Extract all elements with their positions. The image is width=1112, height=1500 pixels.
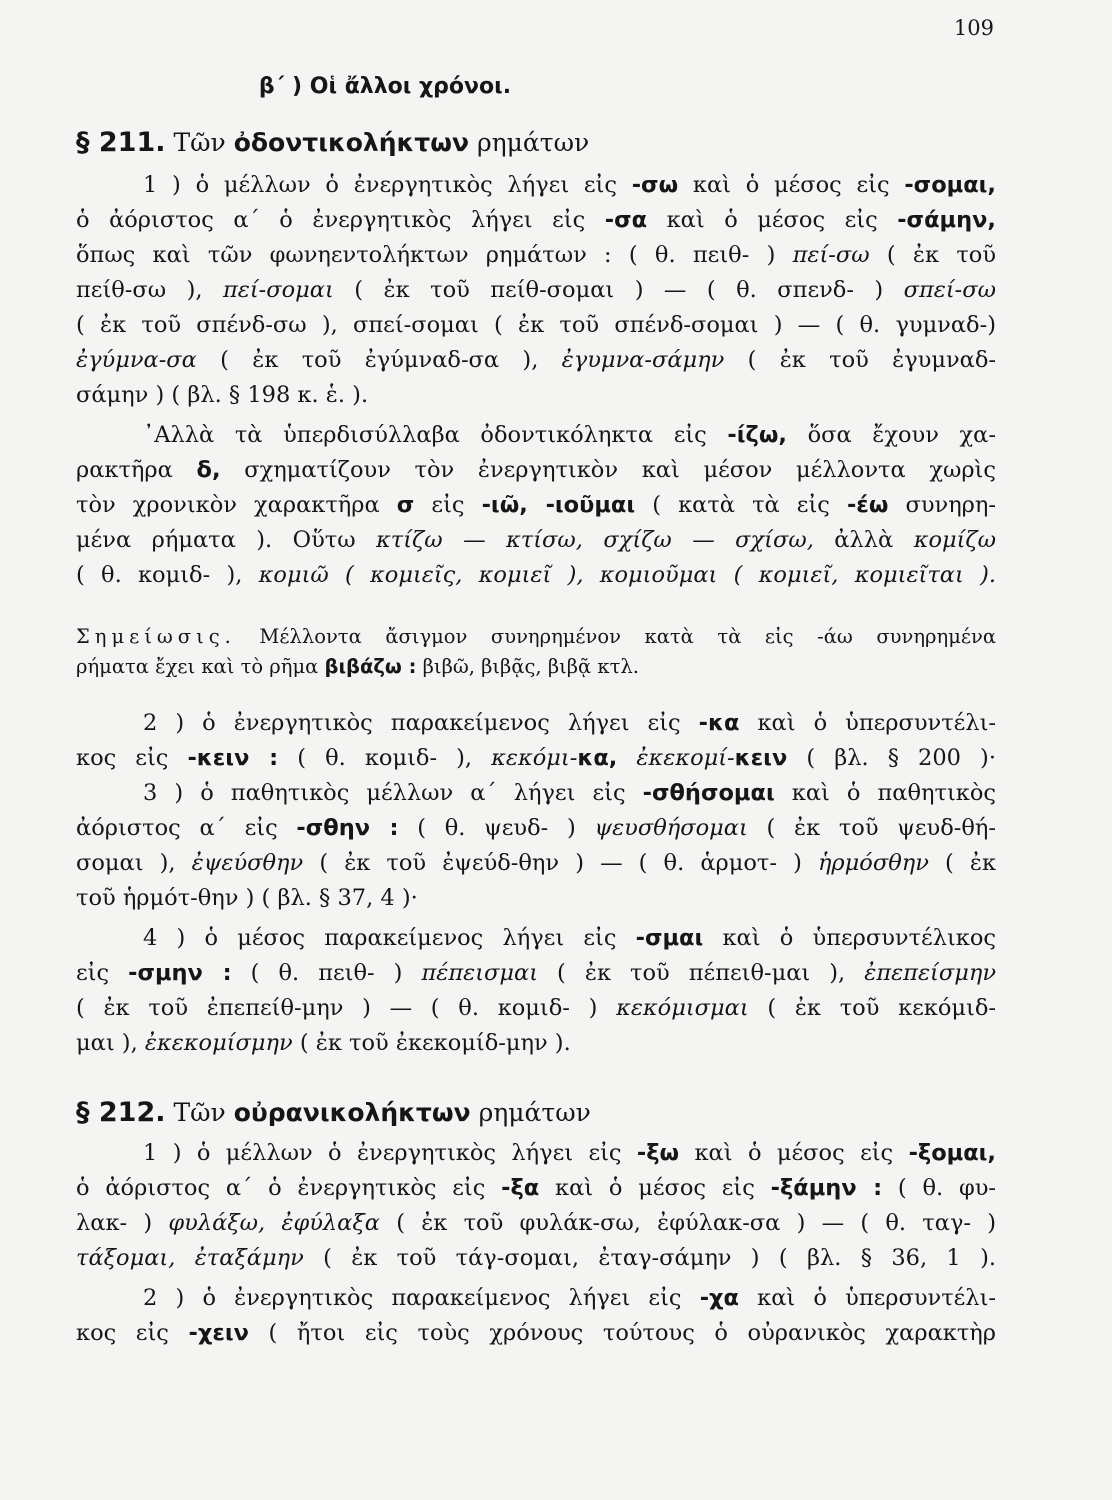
text-run: ( ἐκ τοῦ ψευδ-θή- <box>747 815 996 841</box>
italic-form: κτίζω — κτίσω, σχίζω — σχίσω, <box>376 527 814 553</box>
italic-form: σπεί-σω <box>903 277 996 303</box>
bold-term: -ξα <box>501 1175 540 1201</box>
italic-form: ἐκεκομίσμην <box>144 1030 293 1056</box>
text-line <box>143 1283 996 1313</box>
text-line <box>76 958 996 988</box>
text-run: ὅπως καὶ τῶν φωνηεντολήκτων ρημάτων : ( θ. πειθ- ) <box>76 242 793 268</box>
bold-term: -σμην : <box>128 960 232 986</box>
text-run: σχηματίζουν τὸν ἐνεργητικὸν καὶ μέσον μέλλοντα χωρὶς <box>220 457 996 483</box>
text-run: ( θ. κομιδ- ), <box>278 745 492 771</box>
text-run: ( ἐκ τοῦ ἐκεκομίδ-μην ). <box>292 1030 571 1056</box>
text-run: ἀόριστος α΄ εἰς <box>76 815 297 841</box>
italic-form: ψευσθήσομαι <box>594 815 748 841</box>
text-run: ( βλ. § 200 )· <box>787 745 996 771</box>
italic-form: κομίζω <box>913 527 996 553</box>
text-run: συνηρη- <box>888 492 996 518</box>
text-run: ( ἐκ τοῦ πείθ-σομαι ) — ( θ. σπενδ- ) <box>333 277 904 303</box>
bold-term: -χειν <box>188 1320 249 1346</box>
text-line <box>76 1243 996 1273</box>
text-run: ὅσα ἔχουν χα- <box>786 422 996 448</box>
italic-form: κομιῶ ( κομιεῖς, κομιεῖ ), κομιοῦμαι ( κομιεῖ, κομιεῖται ). <box>258 562 996 588</box>
text-run: ( θ. φυ- <box>882 1175 996 1201</box>
chapter-subheading: β΄ ) Οἱ ἄλλοι χρόνοι. <box>258 74 512 99</box>
title-post: ρημάτων <box>478 1098 591 1127</box>
text-run: ( ἐκ τοῦ ἐγυμναδ- <box>724 347 996 373</box>
text-line <box>76 883 996 913</box>
bold-term: κα, <box>577 745 618 771</box>
text-run: ( θ. πειθ- ) <box>231 960 422 986</box>
italic-form: πεί-σομαι <box>222 277 334 303</box>
text-run: 3 ) ὁ παθητικὸς μέλλων α΄ λήγει εἰς <box>143 780 643 806</box>
text-run: λακ- ) <box>76 1210 169 1236</box>
text-run: καὶ ὁ ὑπερσυντέλικος <box>703 925 996 951</box>
text-line <box>76 743 996 773</box>
text-run: ( ἐκ τοῦ ἐγύμναδ-σα ), <box>196 347 562 373</box>
text-run: ( ἐκ τοῦ πέπειθ-μαι ), <box>538 960 865 986</box>
text-line <box>76 490 996 520</box>
text-run: ρακτῆρα <box>76 457 197 483</box>
text-run: ( θ. κομιδ- ), <box>76 562 259 588</box>
text-run: καὶ ὁ μέσος εἰς <box>647 207 898 233</box>
note-label: Σημείωσις. <box>76 625 236 648</box>
text-line <box>76 455 996 485</box>
text-line <box>76 310 996 340</box>
bold-term: -σθην : <box>296 815 399 841</box>
text-run: ( ἤτοι εἰς τοὺς χρόνους τούτους ὁ οὐρανικὸς χαρακτὴρ <box>248 1320 996 1346</box>
bold-term: -ξω <box>636 1140 680 1166</box>
text-run: ὁ ἀόριστος α΄ ὁ ἐνεργητικὸς λήγει εἰς <box>76 207 605 233</box>
bold-term: βιβάζω : <box>324 655 417 678</box>
text-run: ( ἐκ τοῦ ἐψεύδ-θην ) — ( θ. ἁρμοτ- ) <box>303 850 818 876</box>
text-line <box>76 1173 996 1203</box>
text-run: 2 ) ὁ ἐνεργητικὸς παρακείμενος λήγει εἰς <box>143 710 699 736</box>
text-line <box>76 813 996 843</box>
title-pre: Τῶν <box>173 1098 226 1127</box>
text-run: τὸν χρονικὸν χαρακτῆρα <box>76 492 397 518</box>
text-run: καὶ ὁ μέσος εἰς <box>678 172 905 198</box>
text-line <box>76 240 996 270</box>
text-line <box>76 560 996 590</box>
bold-term: -έω <box>846 492 889 518</box>
section-211-title <box>76 128 996 158</box>
italic-form: ἐκεκομί- <box>636 745 735 771</box>
text-run: καὶ ὁ ὑπερσυντέλι- <box>739 1285 996 1311</box>
italic-form: ἐγυμνα-σάμην <box>561 347 725 373</box>
title-bold: οὐρανικολήκτων <box>233 1098 471 1127</box>
text-run: ( θ. ψευδ- ) <box>398 815 595 841</box>
text-run: ( ἐκ τοῦ κεκόμιδ- <box>748 995 996 1021</box>
text-line <box>76 345 996 375</box>
bold-term: δ, <box>196 457 221 483</box>
text-run: ( ἐκ τοῦ τάγ-σομαι, ἐταγ-σάμην ) ( βλ. § 36, 1 ). <box>303 1245 996 1271</box>
bold-term: κειν <box>734 745 788 771</box>
text-line <box>76 1208 996 1238</box>
italic-form: ἡρμόσθην <box>817 850 929 876</box>
section-mark: § 211. <box>76 127 166 158</box>
text-run <box>617 745 636 771</box>
bold-term: -ιῶ, -ιοῦμαι <box>481 492 636 518</box>
text-run: σάμην ) ( βλ. § 198 κ. ἑ. ). <box>76 382 369 408</box>
title-post: ρημάτων <box>476 128 590 157</box>
page-number: 109 <box>953 16 994 40</box>
text-run: εἰς <box>76 960 129 986</box>
text-run: ( ἐκ τοῦ φυλάκ-σω, ἐφύλακ-σα ) — ( θ. ταγ- ) <box>379 1210 997 1236</box>
text-line <box>76 1028 996 1058</box>
text-line <box>143 420 996 450</box>
italic-form: ἐπεπείσμην <box>864 960 997 986</box>
text-line <box>76 275 996 305</box>
bold-term: -σάμην, <box>897 207 996 233</box>
text-run: σομαι ), <box>76 850 192 876</box>
text-run: ( ἐκ <box>928 850 997 876</box>
bold-term: σ <box>396 492 415 518</box>
text-run: ( κατὰ τὰ εἰς <box>635 492 847 518</box>
text-run: ( ἐκ τοῦ σπένδ-σω ), σπεί-σομαι ( ἐκ τοῦ σπένδ-σομαι ) — ( θ. γυμναδ-) <box>76 312 996 338</box>
bold-term: -σθήσομαι <box>642 780 775 806</box>
text-run: 1 ) ὁ μέλλων ὁ ἐνεργητικὸς λήγει εἰς <box>143 1140 637 1166</box>
text-line <box>143 170 996 200</box>
text-line <box>143 923 996 953</box>
italic-form: πέπεισμαι <box>421 960 539 986</box>
text-run: ᾿Αλλὰ τὰ ὑπερδισύλλαβα ὀδοντικόληκτα εἰς <box>143 422 728 448</box>
italic-form: ἐψεύσθην <box>191 850 304 876</box>
bold-term: -ίζω, <box>727 422 787 448</box>
bold-term: -σομαι, <box>904 172 996 198</box>
text-run: καὶ ὁ παθητικὸς <box>774 780 997 806</box>
bold-term: -σω <box>631 172 679 198</box>
bold-term: -κα <box>698 710 740 736</box>
title-pre: Τῶν <box>173 128 226 157</box>
bold-term: -ξάμην : <box>770 1175 883 1201</box>
text-line <box>76 848 996 878</box>
text-line <box>143 1138 996 1168</box>
section-mark: § 212. <box>76 1097 166 1128</box>
title-bold: ὀδοντικολήκτων <box>233 128 469 157</box>
italic-form: πεί-σω <box>792 242 870 268</box>
text-run: κος εἰς <box>76 1320 189 1346</box>
bold-term: -σα <box>604 207 648 233</box>
text-line <box>76 380 996 410</box>
text-run: Μέλλοντα ἄσιγμον συνηρημένον κατὰ τὰ εἰς -άω συνηρημένα <box>235 625 996 648</box>
text-line <box>143 778 996 808</box>
bold-term: -ξομαι, <box>908 1140 996 1166</box>
text-run: 2 ) ὁ ἐνεργητικὸς παρακείμενος λήγει εἰς <box>143 1285 700 1311</box>
text-run: καὶ ὁ ὑπερσυντέλι- <box>739 710 996 736</box>
text-run: ( ἐκ τοῦ <box>869 242 996 268</box>
italic-form: φυλάξω, ἐφύλαξα <box>168 1210 380 1236</box>
italic-form: ἐγύμνα-σα <box>76 347 197 373</box>
text-run: μαι ), <box>76 1030 145 1056</box>
italic-form: κεκόμισμαι <box>616 995 749 1021</box>
text-run: καὶ ὁ μέσος εἰς <box>539 1175 771 1201</box>
text-run: ἀλλὰ <box>813 527 914 553</box>
italic-form: κεκόμι- <box>491 745 578 771</box>
text-line <box>143 708 996 738</box>
bold-term: -κειν : <box>187 745 279 771</box>
bold-term: -σμαι <box>635 925 704 951</box>
text-run: 4 ) ὁ μέσος παρακείμενος λήγει εἰς <box>143 925 636 951</box>
text-line <box>76 1318 996 1348</box>
text-run: βιβῶ, βιβᾷς, βιβᾷ κτλ. <box>416 655 639 678</box>
bold-term: -χα <box>699 1285 739 1311</box>
note-text <box>236 625 996 648</box>
text-run: ὁ ἀόριστος α΄ ὁ ἐνεργητικὸς εἰς <box>76 1175 502 1201</box>
text-run: 1 ) ὁ μέλλων ὁ ἐνεργητικὸς λήγει εἰς <box>143 172 632 198</box>
text-run: τοῦ ἡρμότ-θην ) ( βλ. § 37, 4 )· <box>76 885 418 911</box>
text-run: εἰς <box>414 492 482 518</box>
text-run: ρήματα ἔχει καὶ τὸ ρῆμα <box>76 655 325 678</box>
note-line <box>76 622 996 652</box>
text-run: κος εἰς <box>76 745 188 771</box>
text-run: ( ἐκ τοῦ ἐπεπείθ-μην ) — ( θ. κομιδ- ) <box>76 995 617 1021</box>
note-line <box>76 652 996 682</box>
text-line <box>76 525 996 555</box>
text-run: μένα ρήματα ). Οὕτω <box>76 527 377 553</box>
text-run: καὶ ὁ μέσος εἰς <box>679 1140 909 1166</box>
text-run: πείθ-σω ), <box>76 277 223 303</box>
text-line <box>76 993 996 1023</box>
text-line <box>76 205 996 235</box>
section-212-title <box>76 1098 996 1128</box>
italic-form: τάξομαι, ἐταξάμην <box>76 1245 304 1271</box>
